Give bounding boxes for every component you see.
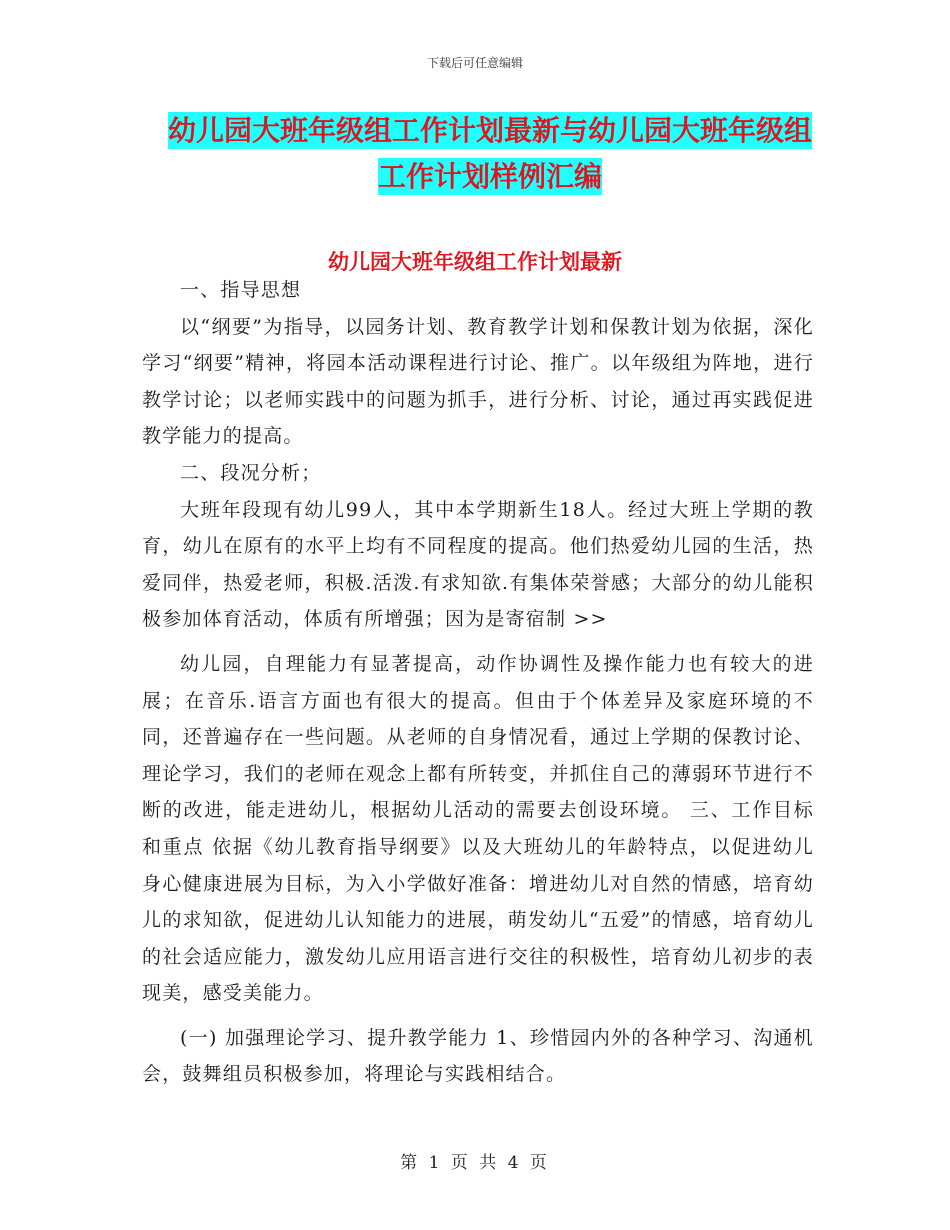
document-title-line2: 工作计划样例汇编 <box>377 160 602 193</box>
heading-situation-analysis: 二、段况分析； <box>180 461 322 484</box>
paragraph-goals: 幼儿园，自理能力有显著提高，动作协调性及操作能力也有较大的进展；在音乐.语言方面也有很大的提高。但由于个体差异及家庭环境的不同，还普遍存在一些问题。从老师的自身情况看，通过上学期的保教讨论、理论学习，我们的老师在观念上都有所转变，并抓住自己的薄弱环节进行不断的改进，能走进幼儿，根据幼儿活动的需要去创设环境。 三、工作目标和重点 依据《幼儿教育指导纲要》以及大班幼儿的年龄特点，以促进幼儿身心健康进展为目标，为入小学做好准备：增进幼儿对自然的情感，培育幼儿的求知欲，促进幼儿认知能力的进展，萌发幼儿“五爱”的情感，培育幼儿的社会适应能力，激发幼儿应用语言进行交往的积极性，培育幼儿初步的表现美，感受美能力。 <box>142 652 814 1005</box>
paragraph-guiding-thought: 以“纲要”为指导，以园务计划、教育教学计划和保教计划为依据，深化学习“纲要”精神，将园本活动课程进行讨论、推广。以年级组为阵地，进行教学讨论；以老师实践中的问题为抓手，进行分析、讨论，通过再实践促进教学能力的提高。 <box>142 315 814 448</box>
heading-guiding-thought: 一、指导思想 <box>180 279 302 301</box>
document-body <box>142 272 814 1093</box>
page-footer: 第 1 页 共 4 页 <box>400 1153 550 1173</box>
paragraph-theory-study: (一) 加强理论学习、提升教学能力 1、珍惜园内外的各种学习、沟通机会，鼓舞组员积极参加，将理论与实践相结合。 <box>142 1026 814 1086</box>
paragraph-situation-analysis: 大班年段现有幼儿99人，其中本学期新生18人。经过大班上学期的教育，幼儿在原有的水平上均有不同程度的提高。他们热爱幼儿园的生活，热爱同伴，热爱老师，积极.活泼.有求知欲.有集体荣誉感；大部分的幼儿能积极参加体育活动，体质有所增强；因为是寄宿制 >> <box>142 498 814 631</box>
document-title-line1: 幼儿园大班年级组工作计划最新与幼儿园大班年级组 <box>167 114 812 147</box>
header-note: 下载后可任意编辑 <box>426 56 523 70</box>
section-title: 幼儿园大班年级组工作计划最新 <box>328 250 622 274</box>
document-title <box>140 108 840 200</box>
